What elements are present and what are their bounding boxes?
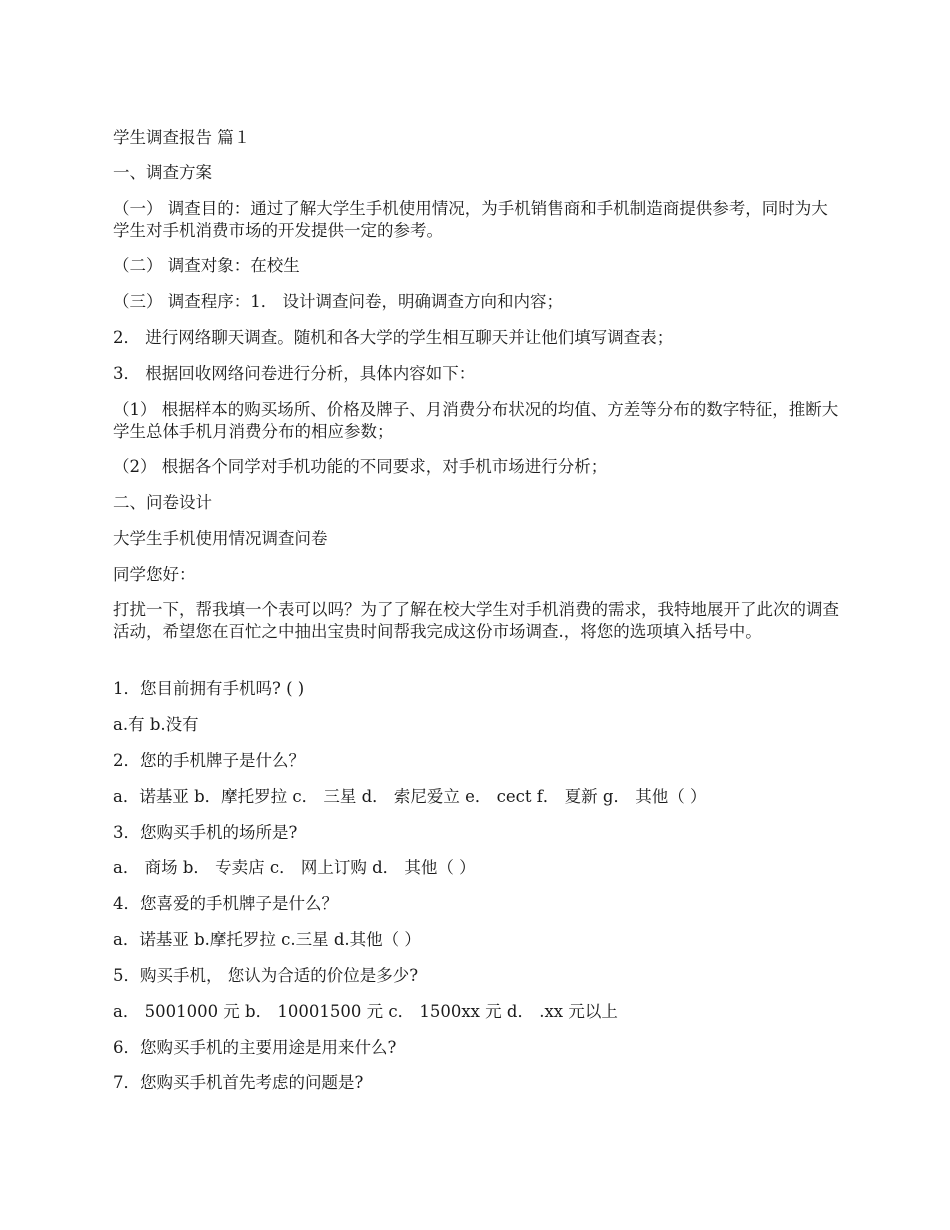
paragraph-survey-target: （二） 调查对象：在校生 — [113, 256, 300, 275]
paragraph-survey-procedure: （三） 调查程序：1． 设计调查问卷，明确调查方向和内容； — [113, 292, 563, 311]
question-3: 3．您购买手机的场所是? — [113, 823, 298, 842]
section-heading-survey-plan: 一、调查方案 — [113, 163, 212, 182]
question-7: 7．您购买手机首先考虑的问题是? — [113, 1073, 364, 1092]
question-6: 6．您购买手机的主要用途是用来什么? — [113, 1038, 397, 1057]
paragraph-analysis-1: （1） 根据样本的购买场所、价格及牌子、月消费分布状况的均值、方差等分布的数字特征，推断大学生总体手机月消费分布的相应参数； — [113, 400, 839, 441]
question-2: 2．您的手机牌子是什么？ — [113, 751, 305, 770]
paragraph-step-2: 2． 进行网络聊天调查。随机和各大学的学生相互聊天并让他们填写调查表； — [113, 328, 674, 347]
greeting: 同学您好： — [113, 565, 196, 584]
paragraph-introduction: 打扰一下，帮我填一个表可以吗？为了了解在校大学生对手机消费的需求，我特地展开了此次的调查活动，希望您在百忙之中抽出宝贵时间帮我完成这份市场调查.，将您的选项填入括号中。 — [113, 600, 839, 641]
question-5: 5．购买手机， 您认为合适的价位是多少? — [113, 966, 419, 985]
questionnaire-title: 大学生手机使用情况调查问卷 — [113, 529, 328, 548]
question-4-options: a．诺基亚 b.摩托罗拉 c.三星 d.其他（ ） — [113, 930, 421, 949]
question-1-options: a.有 b.没有 — [113, 715, 199, 734]
paragraph-step-3: 3． 根据回收网络问卷进行分析，具体内容如下： — [113, 364, 476, 383]
section-heading-questionnaire: 二、问卷设计 — [113, 493, 212, 512]
question-2-options: a．诺基亚 b．摩托罗拉 c． 三星 d． 索尼爱立 e． cect f． 夏新 g． 其他（ ） — [113, 787, 707, 806]
paragraph-survey-purpose: （一） 调查目的：通过了解大学生手机使用情况，为手机销售商和手机制造商提供参考，同时为大学生对手机消费市场的开发提供一定的参考。 — [113, 199, 828, 240]
question-3-options: a． 商场 b． 专卖店 c． 网上订购 d． 其他（ ） — [113, 858, 476, 877]
paragraph-analysis-2: （2） 根据各个同学对手机功能的不同要求，对手机市场进行分析； — [113, 457, 608, 476]
question-1: 1．您目前拥有手机吗? ( ) — [113, 679, 305, 698]
question-4: 4．您喜爱的手机牌子是什么？ — [113, 894, 338, 913]
report-title: 学生调查报告 篇１ — [113, 128, 251, 147]
question-5-options: a． 5001000 元 b． 10001500 元 c． 1500xx 元 d． .xx 元以上 — [113, 1002, 618, 1021]
